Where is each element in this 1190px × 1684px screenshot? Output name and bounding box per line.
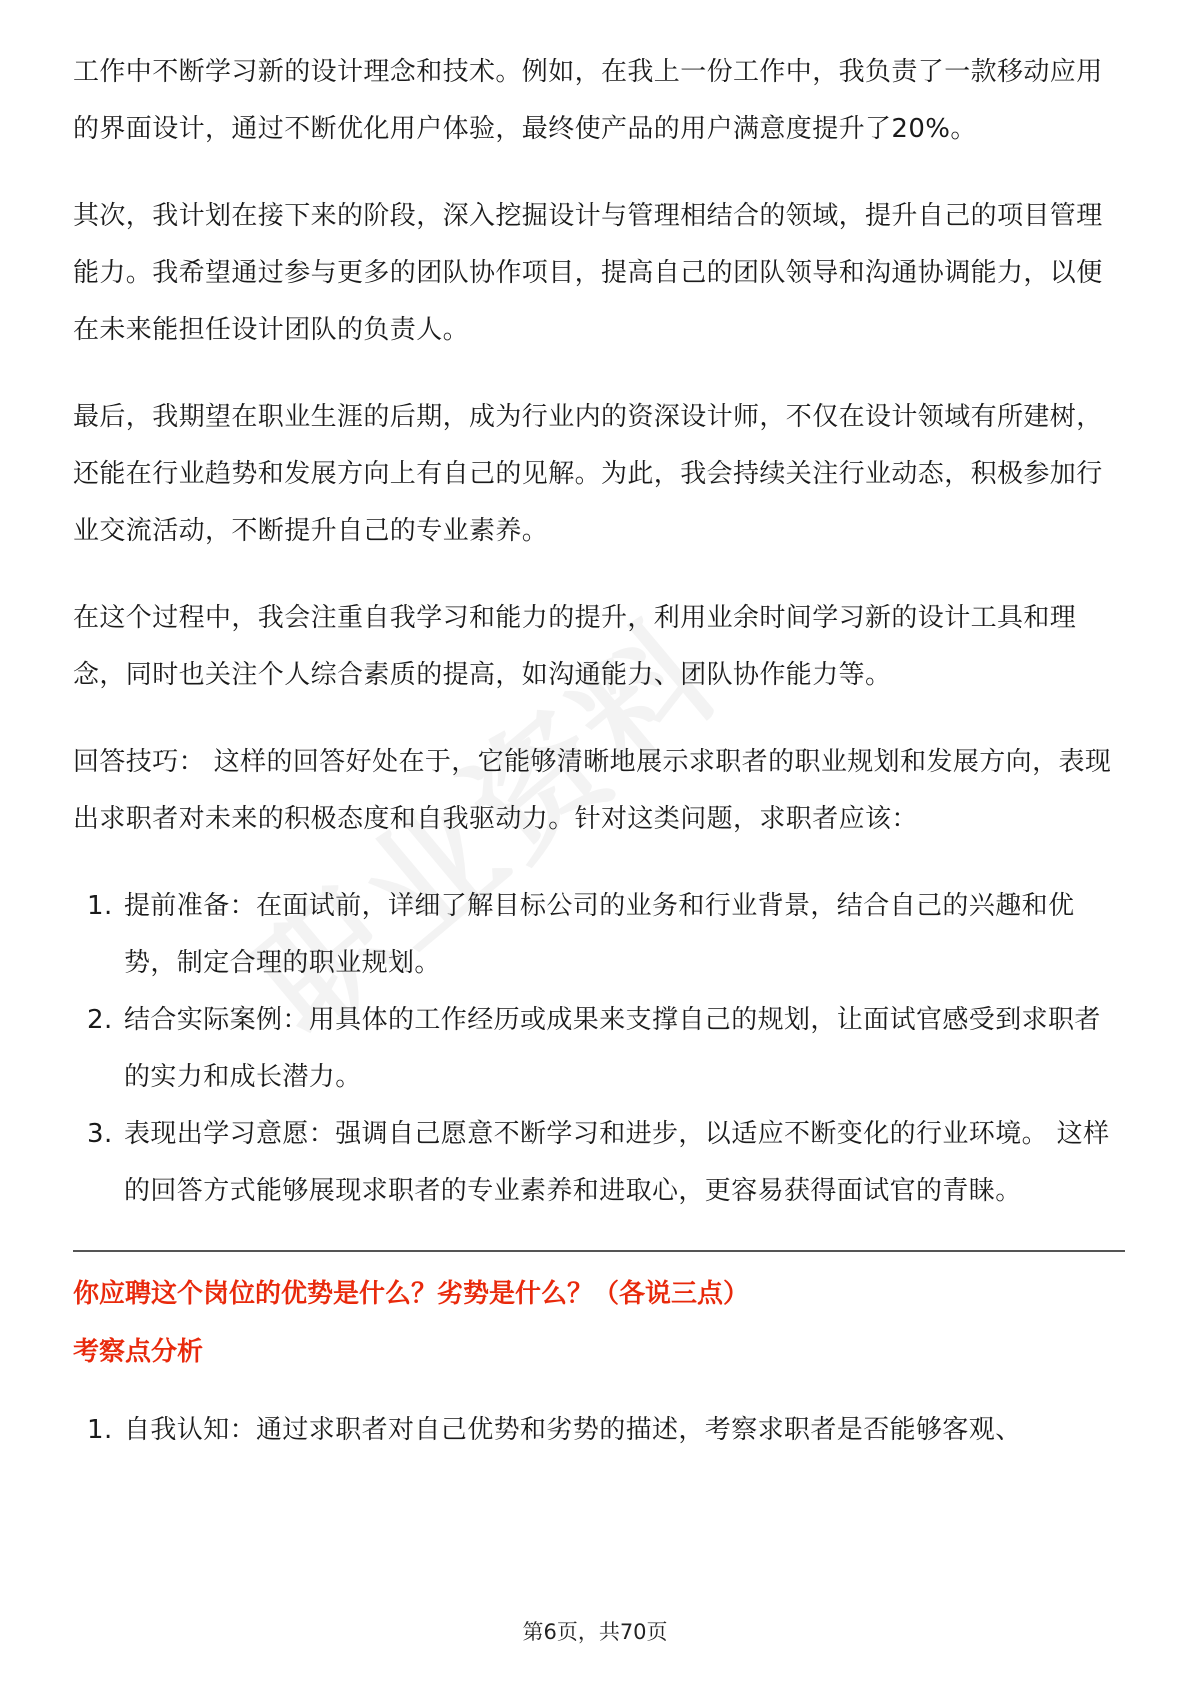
page-footer: 第6页，共70页 bbox=[522, 1620, 668, 1644]
question-heading: 你应聘这个岗位的优势是什么？劣势是什么？（各说三点） bbox=[73, 1279, 750, 1309]
paragraph-senior-designer: 最后，我期望在职业生涯的后期，成为行业内的资深设计师，不仅在设计领域有所建树，还能在行业趋势和发展方向上有自己的见解。为此，我会持续关注行业动态，积极参加行业交流活动，不断提升自己的专业素养。 bbox=[73, 402, 1103, 546]
analysis-heading: 考察点分析 bbox=[73, 1337, 204, 1367]
list-item bbox=[73, 992, 1125, 1106]
list-text: 提前准备：在面试前，详细了解目标公司的业务和行业背景，结合自己的兴趣和优势，制定合理的职业规划。 bbox=[124, 891, 1075, 978]
list-number: 1. bbox=[87, 1415, 113, 1445]
tips-list bbox=[73, 878, 1125, 1220]
list-text: 自我认知：通过求职者对自己优势和劣势的描述，考察求职者是否能够客观、 bbox=[124, 1415, 1022, 1445]
section-divider bbox=[73, 1250, 1125, 1252]
list-number: 3. bbox=[87, 1119, 113, 1149]
list-item bbox=[73, 878, 1125, 992]
list-number: 1. bbox=[87, 891, 113, 921]
paragraph-learning: 工作中不断学习新的设计理念和技术。例如，在我上一份工作中，我负责了一款移动应用的界面设计，通过不断优化用户体验，最终使产品的用户满意度提升了20%。 bbox=[73, 57, 1103, 144]
list-item bbox=[73, 1402, 1125, 1459]
list-text: 表现出学习意愿：强调自己愿意不断学习和进步，以适应不断变化的行业环境。 这样的回答方式能够展现求职者的专业素养和进取心，更容易获得面试官的青睐。 bbox=[124, 1119, 1110, 1206]
list-item bbox=[73, 1106, 1125, 1220]
analysis-list bbox=[73, 1402, 1125, 1459]
paragraph-self-learning: 在这个过程中，我会注重自我学习和能力的提升，利用业余时间学习新的设计工具和理念，同时也关注个人综合素质的提高，如沟通能力、团队协作能力等。 bbox=[73, 603, 1077, 690]
page-content bbox=[73, 44, 1125, 1459]
paragraph-management: 其次，我计划在接下来的阶段，深入挖掘设计与管理相结合的领域，提升自己的项目管理能力。我希望通过参与更多的团队协作项目，提高自己的团队领导和沟通协调能力，以便在未来能担任设计团队的负责人。 bbox=[73, 201, 1103, 345]
list-text: 结合实际案例：用具体的工作经历或成果来支撑自己的规划，让面试官感受到求职者的实力和成长潜力。 bbox=[124, 1005, 1101, 1092]
paragraph-answer-tips: 回答技巧： 这样的回答好处在于，它能够清晰地展示求职者的职业规划和发展方向，表现出求职者对未来的积极态度和自我驱动力。针对这类问题，求职者应该： bbox=[73, 747, 1112, 834]
list-number: 2. bbox=[87, 1005, 113, 1035]
